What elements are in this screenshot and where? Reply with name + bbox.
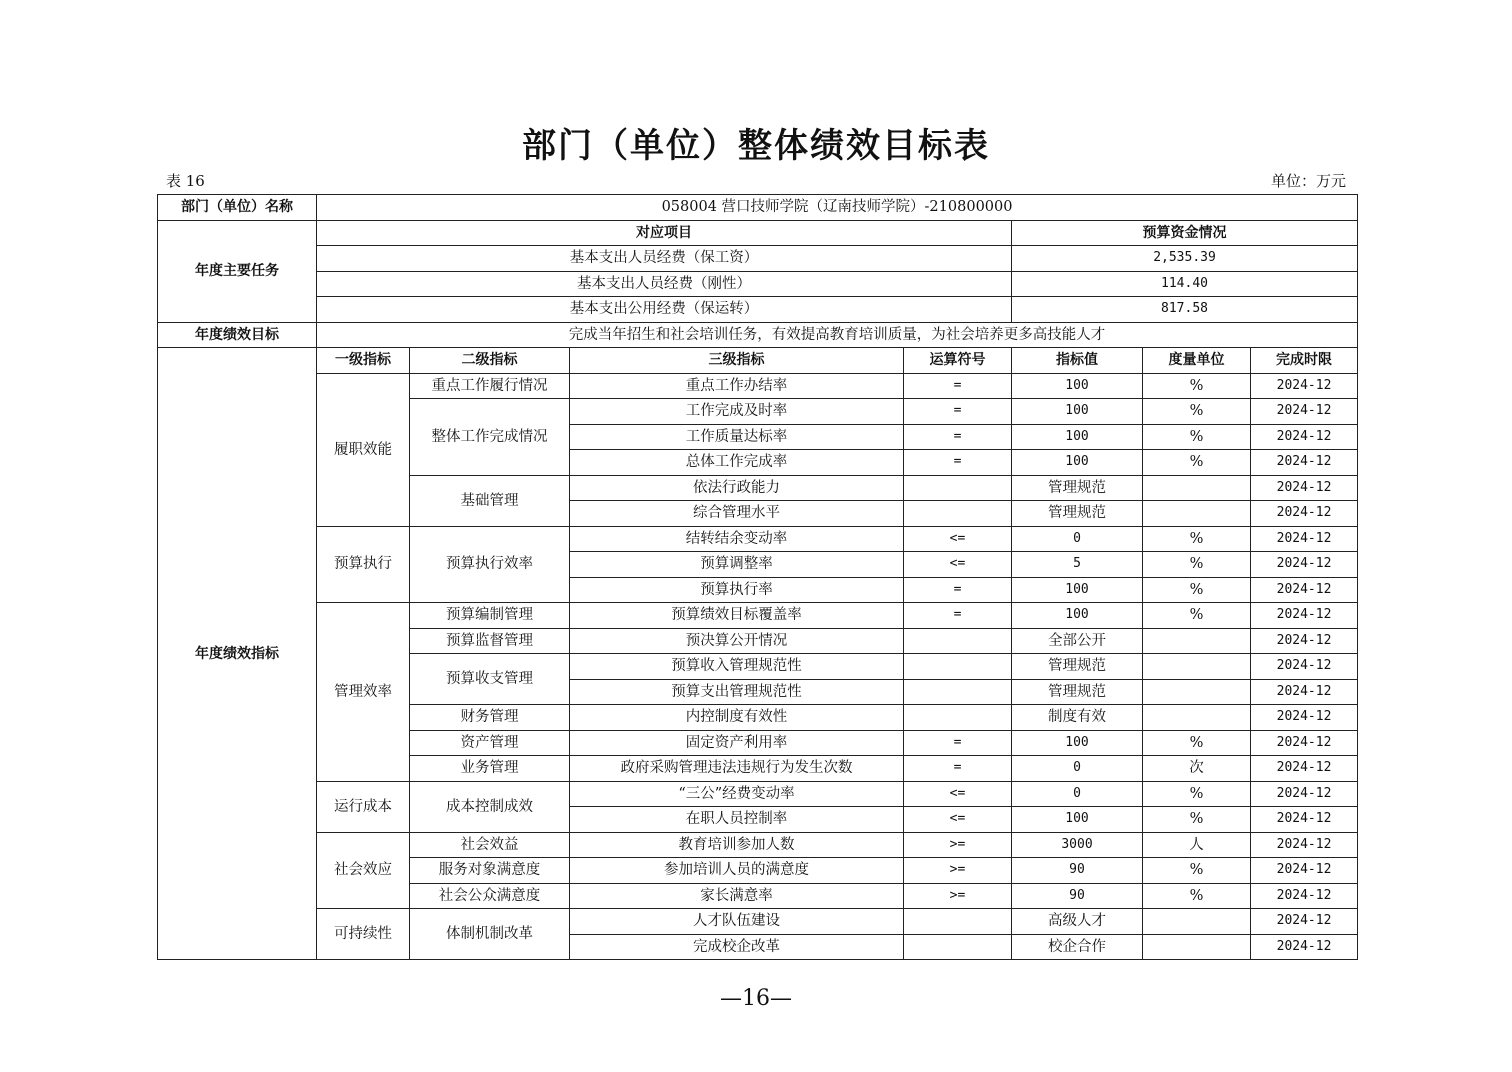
value-cell: 全部公开 [1012,628,1143,654]
task-row [158,271,1358,297]
level1-cell: 管理效率 [317,603,410,782]
deadline-cell: 2024-12 [1251,501,1358,527]
level3-cell: 内控制度有效性 [570,705,904,731]
unit-cell: % [1143,883,1251,909]
operator-cell: = [904,399,1012,425]
page-number: —16— [720,986,792,1011]
level3-cell: 教育培训参加人数 [570,832,904,858]
level2-cell: 服务对象满意度 [410,858,570,884]
deadline-cell: 2024-12 [1251,577,1358,603]
unit-cell [1143,475,1251,501]
tasks-header-row [158,220,1358,246]
value-cell: 3000 [1012,832,1143,858]
indicator-row [158,373,1358,399]
unit-cell: % [1143,526,1251,552]
level3-cell: 重点工作办结率 [570,373,904,399]
level3-cell: 预算支出管理规范性 [570,679,904,705]
indicator-row [158,603,1358,629]
level3-cell: 工作完成及时率 [570,399,904,425]
indicators-header-row [158,348,1358,374]
level2-cell: 预算执行效率 [410,526,570,603]
operator-cell: <= [904,781,1012,807]
deadline-cell: 2024-12 [1251,909,1358,935]
operator-cell: = [904,424,1012,450]
level2-cell: 预算监督管理 [410,628,570,654]
task-amount: 2,535.39 [1012,246,1358,272]
level3-cell: 总体工作完成率 [570,450,904,476]
level3-cell: 完成校企改革 [570,934,904,960]
unit-cell: % [1143,577,1251,603]
unit-cell [1143,628,1251,654]
performance-table [157,194,1358,960]
dept-row [158,195,1358,221]
value-cell: 校企合作 [1012,934,1143,960]
indicator-row [158,781,1358,807]
value-cell: 100 [1012,730,1143,756]
unit-cell: % [1143,603,1251,629]
level2-cell: 预算编制管理 [410,603,570,629]
dept-label: 部门（单位）名称 [158,195,317,221]
deadline-cell: 2024-12 [1251,832,1358,858]
deadline-cell: 2024-12 [1251,705,1358,731]
level3-cell: 工作质量达标率 [570,424,904,450]
operator-cell [904,628,1012,654]
level2-cell: 成本控制成效 [410,781,570,832]
value-cell: 管理规范 [1012,679,1143,705]
level3-cell: 在职人员控制率 [570,807,904,833]
deadline-cell: 2024-12 [1251,475,1358,501]
operator-cell [904,909,1012,935]
value-cell: 100 [1012,603,1143,629]
annual-goal-label: 年度绩效目标 [158,322,317,348]
value-cell: 0 [1012,781,1143,807]
task-row [158,297,1358,323]
task-item: 基本支出公用经费（保运转） [317,297,1012,323]
unit-cell [1143,679,1251,705]
level3-cell: 综合管理水平 [570,501,904,527]
unit-cell: % [1143,552,1251,578]
task-amount: 817.58 [1012,297,1358,323]
level3-cell: 预算收入管理规范性 [570,654,904,680]
deadline-cell: 2024-12 [1251,628,1358,654]
col-header-budget: 预算资金情况 [1012,220,1358,246]
operator-cell: = [904,603,1012,629]
level1-cell: 社会效应 [317,832,410,909]
deadline-cell: 2024-12 [1251,424,1358,450]
value-cell: 100 [1012,577,1143,603]
operator-cell [904,475,1012,501]
operator-cell: <= [904,526,1012,552]
unit-cell: % [1143,730,1251,756]
deadline-cell: 2024-12 [1251,807,1358,833]
level3-cell: 预算执行率 [570,577,904,603]
task-item: 基本支出人员经费（刚性） [317,271,1012,297]
goal-row [158,322,1358,348]
value-cell: 100 [1012,424,1143,450]
value-cell: 90 [1012,858,1143,884]
unit-cell: % [1143,807,1251,833]
table-number: 表 16 [166,172,205,190]
operator-cell: <= [904,552,1012,578]
value-cell: 制度有效 [1012,705,1143,731]
level3-cell: 人才队伍建设 [570,909,904,935]
operator-cell [904,705,1012,731]
value-cell: 100 [1012,399,1143,425]
value-cell: 100 [1012,450,1143,476]
dept-value: 058004 营口技师学院（辽南技师学院）-210800000 [317,195,1358,221]
operator-cell [904,501,1012,527]
level2-cell: 基础管理 [410,475,570,526]
operator-cell: = [904,577,1012,603]
operator-cell: = [904,756,1012,782]
task-amount: 114.40 [1012,271,1358,297]
indicator-row [158,832,1358,858]
col-header-l2: 二级指标 [410,348,570,374]
level2-cell: 重点工作履行情况 [410,373,570,399]
col-header-unit: 度量单位 [1143,348,1251,374]
level2-cell: 资产管理 [410,730,570,756]
unit-cell [1143,501,1251,527]
page-title: 部门（单位）整体绩效目标表 [522,126,990,166]
level1-cell: 履职效能 [317,373,410,526]
indicator-row [158,909,1358,935]
level3-cell: 依法行政能力 [570,475,904,501]
col-header-l3: 三级指标 [570,348,904,374]
col-header-value: 指标值 [1012,348,1143,374]
unit-cell: % [1143,450,1251,476]
deadline-cell: 2024-12 [1251,526,1358,552]
level2-cell: 社会效益 [410,832,570,858]
unit-cell: 人 [1143,832,1251,858]
level2-cell: 社会公众满意度 [410,883,570,909]
level1-cell: 预算执行 [317,526,410,603]
unit-cell: 次 [1143,756,1251,782]
operator-cell: = [904,373,1012,399]
level2-cell: 整体工作完成情况 [410,399,570,476]
deadline-cell: 2024-12 [1251,883,1358,909]
level1-cell: 运行成本 [317,781,410,832]
unit-cell: % [1143,373,1251,399]
annual-tasks-label: 年度主要任务 [158,220,317,322]
unit-cell: % [1143,424,1251,450]
unit-cell [1143,705,1251,731]
level3-cell: 预决算公开情况 [570,628,904,654]
deadline-cell: 2024-12 [1251,603,1358,629]
level2-cell: 业务管理 [410,756,570,782]
value-cell: 100 [1012,807,1143,833]
unit-label: 单位：万元 [1270,172,1346,190]
unit-cell [1143,909,1251,935]
indicator-row [158,526,1358,552]
operator-cell: <= [904,807,1012,833]
task-item: 基本支出人员经费（保工资） [317,246,1012,272]
operator-cell: >= [904,832,1012,858]
value-cell: 管理规范 [1012,654,1143,680]
deadline-cell: 2024-12 [1251,399,1358,425]
level3-cell: 固定资产利用率 [570,730,904,756]
value-cell: 0 [1012,756,1143,782]
deadline-cell: 2024-12 [1251,654,1358,680]
task-row [158,246,1358,272]
deadline-cell: 2024-12 [1251,934,1358,960]
annual-goal-text: 完成当年招生和社会培训任务，有效提高教育培训质量，为社会培养更多高技能人才 [317,322,1358,348]
operator-cell [904,654,1012,680]
operator-cell: >= [904,883,1012,909]
unit-cell [1143,934,1251,960]
level1-cell: 可持续性 [317,909,410,960]
level3-cell: 政府采购管理违法违规行为发生次数 [570,756,904,782]
deadline-cell: 2024-12 [1251,679,1358,705]
value-cell: 管理规范 [1012,475,1143,501]
operator-cell [904,934,1012,960]
deadline-cell: 2024-12 [1251,373,1358,399]
col-header-l1: 一级指标 [317,348,410,374]
operator-cell: = [904,450,1012,476]
value-cell: 100 [1012,373,1143,399]
value-cell: 管理规范 [1012,501,1143,527]
operator-cell: >= [904,858,1012,884]
col-header-deadline: 完成时限 [1251,348,1358,374]
col-header-item: 对应项目 [317,220,1012,246]
unit-cell: % [1143,399,1251,425]
level3-cell: 参加培训人员的满意度 [570,858,904,884]
level3-cell: 家长满意率 [570,883,904,909]
level3-cell: 预算调整率 [570,552,904,578]
value-cell: 0 [1012,526,1143,552]
value-cell: 5 [1012,552,1143,578]
unit-cell: % [1143,858,1251,884]
indicators-label: 年度绩效指标 [158,348,317,960]
value-cell: 高级人才 [1012,909,1143,935]
unit-cell [1143,654,1251,680]
level3-cell: 预算绩效目标覆盖率 [570,603,904,629]
level2-cell: 体制机制改革 [410,909,570,960]
value-cell: 90 [1012,883,1143,909]
level2-cell: 预算收支管理 [410,654,570,705]
level3-cell: “三公”经费变动率 [570,781,904,807]
level3-cell: 结转结余变动率 [570,526,904,552]
deadline-cell: 2024-12 [1251,858,1358,884]
col-header-operator: 运算符号 [904,348,1012,374]
level2-cell: 财务管理 [410,705,570,731]
operator-cell: = [904,730,1012,756]
deadline-cell: 2024-12 [1251,552,1358,578]
operator-cell [904,679,1012,705]
deadline-cell: 2024-12 [1251,756,1358,782]
deadline-cell: 2024-12 [1251,781,1358,807]
deadline-cell: 2024-12 [1251,450,1358,476]
unit-cell: % [1143,781,1251,807]
deadline-cell: 2024-12 [1251,730,1358,756]
